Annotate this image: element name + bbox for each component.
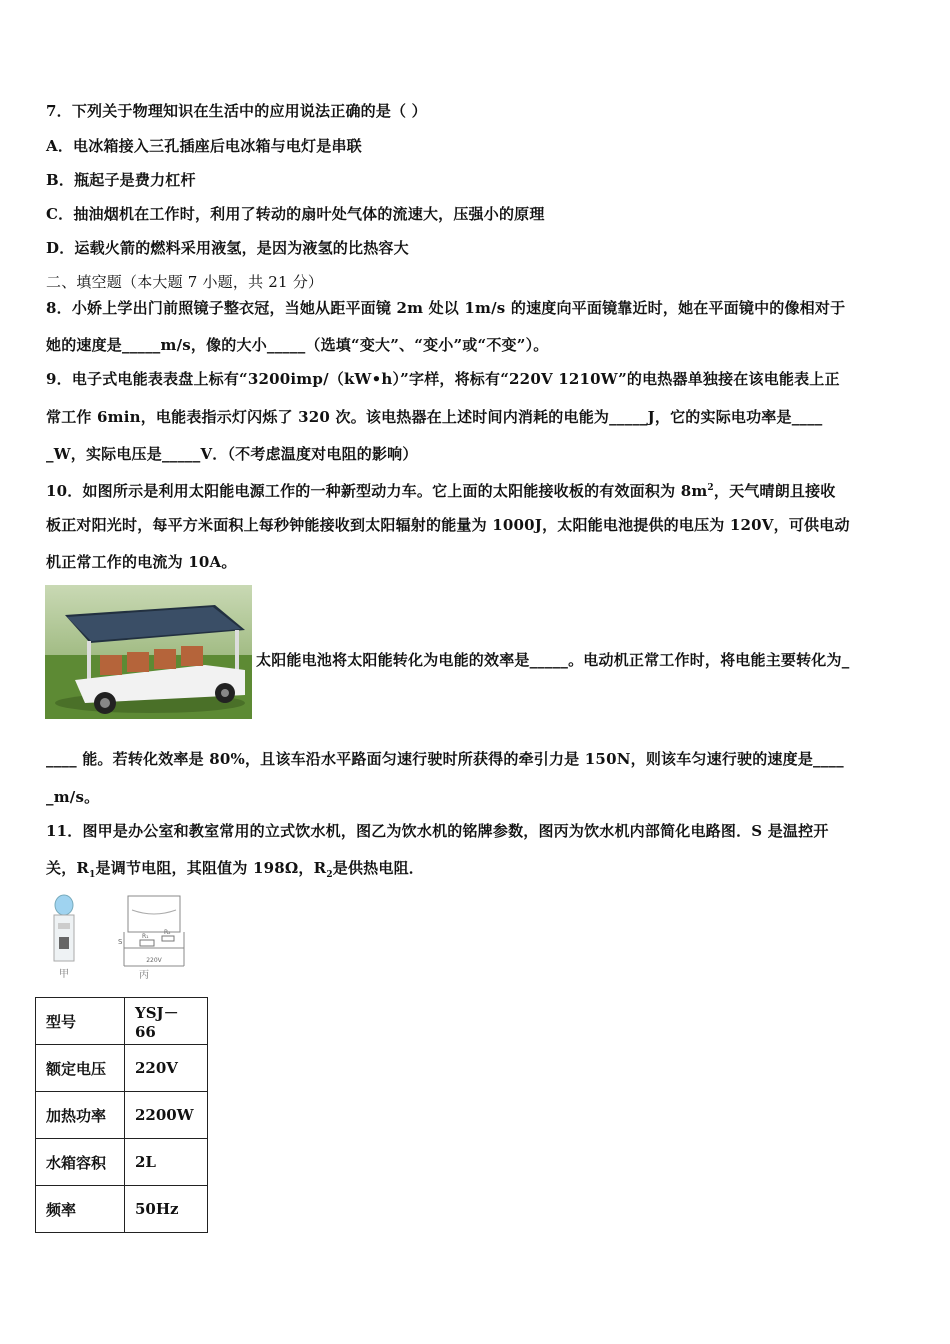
q10-beside-image-text: 太阳能电池将太阳能转化为电能的效率是_____。电动机正常工作时，将电能主要转化为_ [256, 651, 850, 669]
q7-option-a: A．电冰箱接入三孔插座后电冰箱与电灯是串联 [46, 137, 362, 155]
table-key: 额定电压 [36, 1045, 125, 1092]
fig-label-jia: 甲 [59, 969, 69, 980]
table-row [36, 1139, 208, 1186]
water-dispenser-figure [44, 893, 84, 983]
circuit-diagram-figure [114, 890, 194, 982]
q10-line1: 10．如图所示是利用太阳能电源工作的一种新型动力车。它上面的太阳能接收板的有效面积为 $8m^2$，天气晴朗且接收 [46, 482, 836, 500]
table-key: 水箱容积 [36, 1139, 125, 1186]
q9-line3: _W，实际电压是_____V．（不考虑温度对电阻的影响） [46, 445, 418, 463]
fig-label-bing: 丙 [139, 970, 149, 981]
table-key: 加热功率 [36, 1092, 125, 1139]
q10-line6: _m/s。 [46, 788, 100, 806]
fig-label-voltage: 220V [146, 957, 162, 964]
table-value: 2200W [125, 1092, 208, 1139]
table-value: YSJ－66 [125, 998, 208, 1045]
q7-option-b: B．瓶起子是费力杠杆 [46, 171, 196, 189]
q8-line1: 8．小娇上学出门前照镜子整衣冠，当她从距平面镜 2m 处以 1m/s 的速度向平面镜靠近时，她在平面镜中的像相对于 [46, 299, 846, 317]
q9-line2: 常工作 6min，电能表指示灯闪烁了 320 次。该电热器在上述时间内消耗的电能为_____J，它的实际电功率是____ [46, 408, 823, 426]
table-value: 2L [125, 1139, 208, 1186]
q7-option-d: D．运载火箭的燃料采用液氢，是因为液氢的比热容大 [46, 239, 409, 257]
q7-option-c: C．抽油烟机在工作时，利用了转动的扇叶处气体的流速大，压强小的原理 [46, 205, 545, 223]
table-value: 50Hz [125, 1186, 208, 1233]
table-key: 型号 [36, 998, 125, 1045]
q10-line3: 机正常工作的电流为 10A。 [46, 553, 237, 571]
table-value: 220V [125, 1045, 208, 1092]
table-key: 频率 [36, 1186, 125, 1233]
q11-line1: 11．图甲是办公室和教室常用的立式饮水机，图乙为饮水机的铭牌参数，图丙为饮水机内部简化电路图．S 是温控开 [46, 822, 829, 840]
fig-label-r1: R₁ [142, 933, 149, 940]
spec-table [35, 997, 208, 1233]
table-row [36, 998, 208, 1045]
q8-line2: 她的速度是_____m/s，像的大小_____（选填“变大”、“变小”或“不变”）。 [46, 336, 549, 354]
q10-line5: ____ 能。若转化效率是 80%，且该车沿水平路面匀速行驶时所获得的牵引力是 150N，则该车匀速行驶的速度是____ [46, 750, 844, 768]
solar-vehicle-image [45, 585, 252, 719]
q9-line1: 9．电子式电能表表盘上标有“3200imp/（kW•h）”字样，将标有“220V 1210W”的电热器单独接在该电能表上正 [46, 370, 840, 388]
table-row [36, 1186, 208, 1233]
q11-line2: 关，$R_1$是调节电阻，其阻值为 198Ω，$R_2$是供热电阻． [46, 859, 424, 880]
table-row [36, 1092, 208, 1139]
fig-label-r2: R₂ [164, 929, 171, 936]
q7-stem: 7．下列关于物理知识在生活中的应用说法正确的是（ ） [46, 102, 427, 120]
fig-label-s: S [118, 938, 123, 946]
table-row [36, 1045, 208, 1092]
section-heading: 二、填空题（本大题 7 小题，共 21 分） [46, 273, 324, 291]
q10-line2: 板正对阳光时，每平方米面积上每秒钟能接收到太阳辐射的能量为 1000J，太阳能电池提供的电压为 120V，可供电动 [46, 516, 850, 534]
